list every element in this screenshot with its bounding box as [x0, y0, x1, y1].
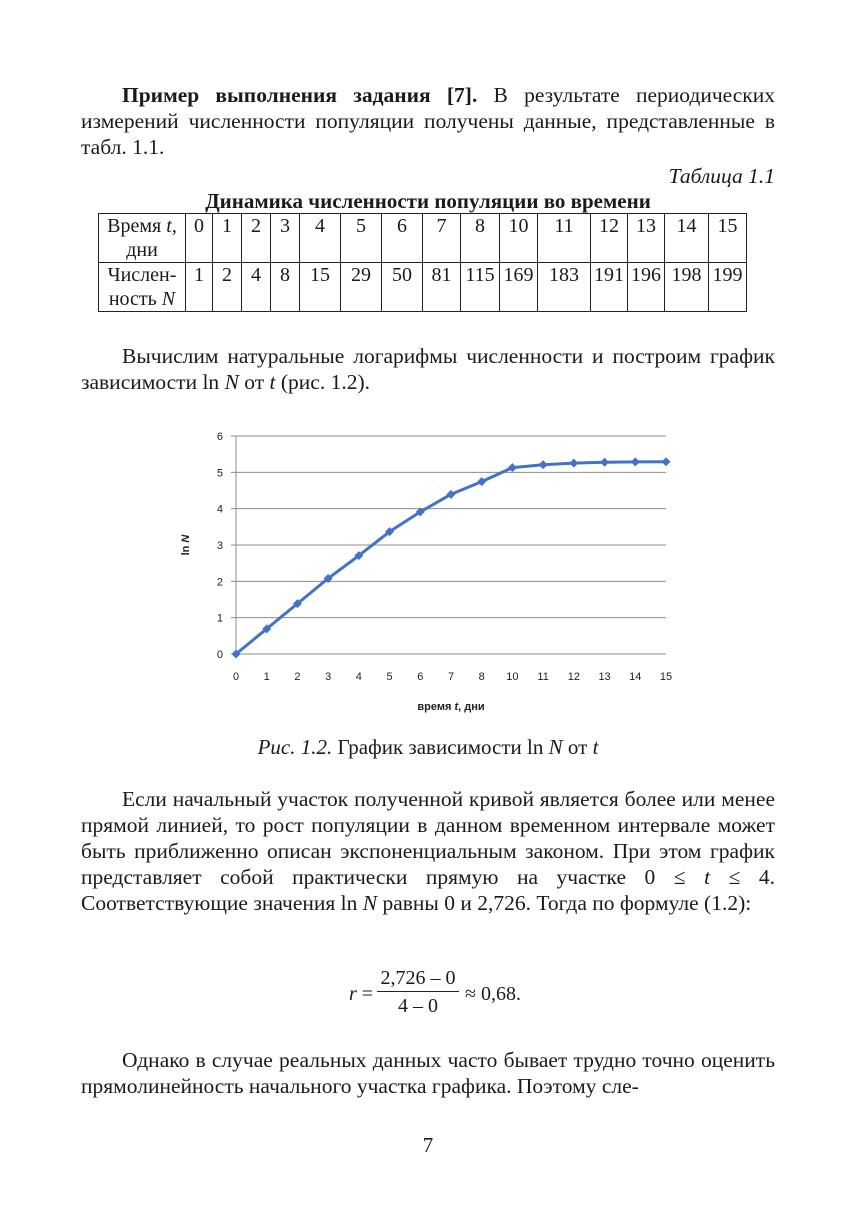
count-cell: 196: [628, 263, 665, 312]
count-cell: 4: [242, 263, 271, 312]
table-head-count: Числен-ность N: [99, 263, 186, 312]
x-tick-label: 0: [232, 671, 240, 683]
count-cell: 1: [186, 263, 213, 312]
y-tick-label: 5: [216, 467, 223, 480]
y-tick-label: 4: [216, 503, 223, 516]
y-axis-label: ln N: [180, 534, 192, 556]
x-axis-label: время t, дни: [417, 701, 485, 713]
count-cell: 81: [423, 263, 461, 312]
time-cell: 10: [500, 214, 538, 263]
x-tick-label: 7: [447, 671, 455, 683]
data-point: [569, 459, 578, 468]
time-cell: 14: [665, 214, 709, 263]
page-number: 7: [422, 1133, 434, 1157]
y-tick-label: 6: [216, 431, 223, 443]
count-cell: 2: [213, 263, 242, 312]
data-point: [631, 457, 640, 466]
x-tick-label: 5: [386, 671, 393, 683]
time-cell: 15: [709, 214, 747, 263]
data-table: [98, 213, 747, 312]
table-label: Таблица 1.1: [668, 164, 775, 188]
figure-caption: Рис. 1.2. График зависимости ln N от t: [257, 735, 599, 759]
count-cell: 169: [500, 263, 538, 312]
intro-text: В результате периодических измерений численности популяции получены данные, представленные в табл. 1.1.: [81, 83, 776, 159]
time-cell: 11: [538, 214, 591, 263]
table-title: Динамика численности популяции во времени: [205, 189, 651, 213]
x-tick-label: 4: [355, 671, 362, 683]
x-tick-label: 6: [417, 671, 424, 683]
time-cell: 13: [628, 214, 665, 263]
x-tick-label: 3: [325, 671, 332, 683]
x-tick-label: 2: [294, 671, 301, 683]
formula-eq: =: [361, 983, 374, 1005]
table-row-count: [99, 263, 747, 312]
x-tick-label: 14: [629, 671, 642, 683]
time-cell: 7: [423, 214, 461, 263]
count-cell: 15: [300, 263, 341, 312]
formula-rhs: ≈ 0,68.: [465, 983, 521, 1005]
y-tick-label: 3: [216, 540, 223, 552]
time-cell: 3: [271, 214, 300, 263]
y-tick-label: 2: [216, 576, 223, 589]
x-tick-label: 15: [659, 671, 673, 683]
chart: [180, 418, 673, 728]
time-cell: 4: [300, 214, 341, 263]
time-cell: 6: [382, 214, 423, 263]
x-tick-label: 11: [537, 671, 549, 683]
x-tick-label: 13: [598, 671, 611, 683]
formula-lhs: r: [349, 983, 357, 1005]
intro-paragraph: [81, 82, 775, 160]
intro-bold: Пример выполнения задания [7].: [122, 83, 478, 107]
time-cell: 12: [591, 214, 628, 263]
time-cell: 1: [213, 214, 242, 263]
count-cell: 8: [271, 263, 300, 312]
count-cell: 183: [538, 263, 591, 312]
count-cell: 29: [341, 263, 382, 312]
formula-denominator: 4 – 0: [398, 995, 438, 1017]
figure-number: Рис. 1.2.: [257, 735, 333, 759]
y-tick-label: 0: [216, 649, 223, 661]
line-chart: [180, 418, 673, 723]
time-cell: 8: [461, 214, 500, 263]
count-cell: 115: [461, 263, 500, 312]
y-tick-label: 1: [216, 612, 223, 625]
table-row-time: [99, 214, 747, 263]
table-head-time: Время t, дни: [99, 214, 186, 263]
paragraph-3: Если начальный участок полученной кривой является более или менее прямой линией, то рост популяции в данном временном интервале может быть приближенно описан экспоненциальным законом. При этом график представляет собой практически прямую на участке 0 ≤ t ≤ 4. Соответствующие значения ln N равны 0 и 2,726. Тогда по формуле (1.2):: [81, 787, 776, 915]
count-cell: 198: [665, 263, 709, 312]
data-point: [600, 458, 609, 467]
formula-numerator: 2,726 – 0: [377, 965, 459, 992]
x-tick-label: 1: [263, 671, 270, 683]
x-tick-label: 12: [567, 671, 580, 683]
time-cell: 0: [186, 214, 213, 263]
paragraph-4: Однако в случае реальных данных часто бывает трудно точно оценить прямолинейность начального участка графика. Поэтому сле-: [81, 1048, 775, 1098]
time-cell: 2: [242, 214, 271, 263]
data-point: [477, 477, 486, 486]
data-point: [539, 460, 548, 469]
x-tick-label: 8: [478, 671, 485, 683]
paragraph-2: Вычислим натуральные логарифмы численности и построим график зависимости ln N от t (рис. 1.2).: [81, 344, 775, 394]
x-tick-label: 10: [506, 671, 519, 683]
formula: [81, 965, 775, 1025]
count-cell: 50: [382, 263, 423, 312]
time-cell: 5: [341, 214, 382, 263]
data-point: [508, 463, 517, 472]
data-point: [662, 457, 671, 466]
count-cell: 191: [591, 263, 628, 312]
count-cell: 199: [709, 263, 747, 312]
